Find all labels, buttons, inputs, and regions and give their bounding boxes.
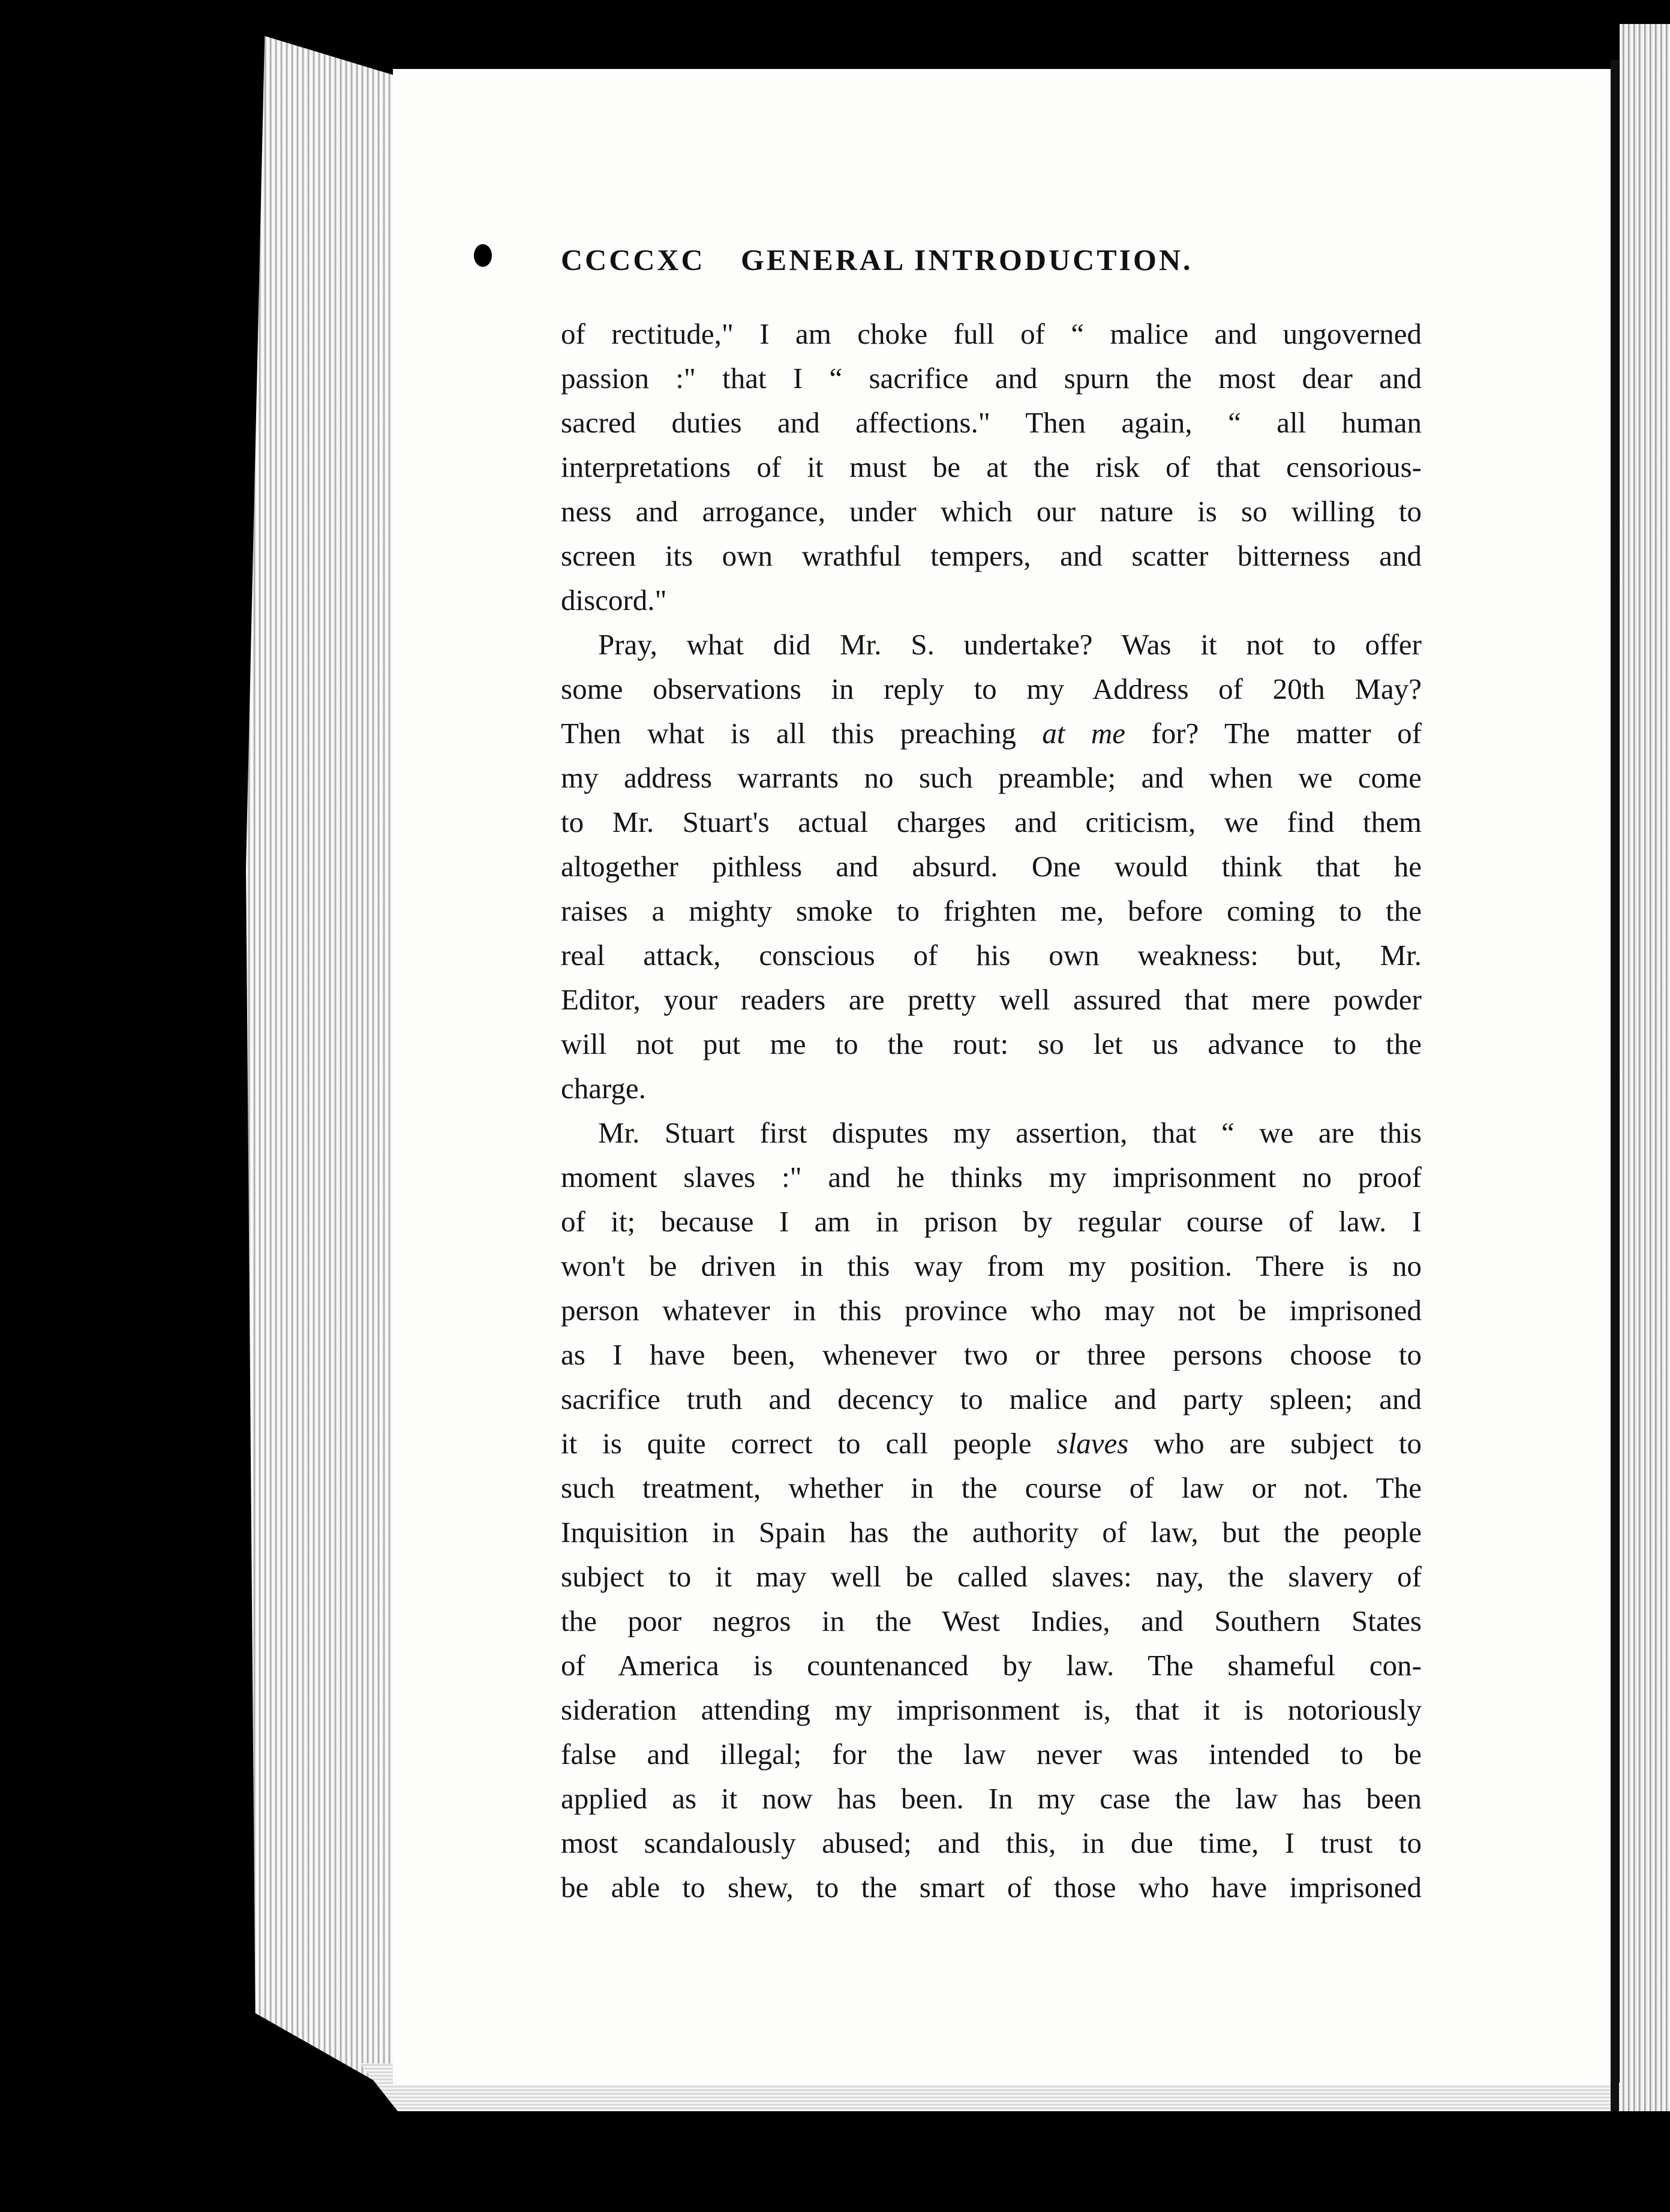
text-run: Then what is all this preaching	[561, 717, 1043, 750]
text-run: it is quite correct to call people	[561, 1427, 1057, 1460]
text-run: for? The matter of	[1125, 717, 1422, 750]
text-line: real attack, conscious of his own weakness: but, Mr.	[561, 939, 1422, 972]
text-line: Inquisition in Spain has the authority of law, but the people	[561, 1516, 1422, 1549]
text-line: ness and arrogance, under which our nature is so willing to	[561, 495, 1422, 528]
page-number: CCCCXC	[561, 243, 705, 276]
text-line: to Mr. Stuart's actual charges and criticism, we find them	[561, 806, 1422, 838]
text-line: interpretations of it must be at the risk of that censorious-	[561, 450, 1422, 483]
running-title: GENERAL INTRODUCTION.	[741, 243, 1193, 276]
text-line: charge.	[561, 1072, 646, 1105]
text-line: sacred duties and affections." Then again, “ all human	[561, 406, 1422, 439]
text-line: of America is countenanced by law. The shameful con-	[561, 1649, 1422, 1682]
text-line: raises a mighty smoke to frighten me, before coming to the	[561, 894, 1422, 927]
text-line: Editor, your readers are pretty well assured that mere powder	[561, 983, 1422, 1016]
text-line: discord."	[561, 584, 667, 617]
text-line-mixed	[561, 711, 1422, 756]
text-line: sacrifice truth and decency to malice and party spleen; and	[561, 1382, 1422, 1415]
text-line: of it; because I am in prison by regular course of law. I	[561, 1205, 1422, 1238]
text-line: screen its own wrathful tempers, and scatter bitterness and	[561, 539, 1422, 572]
text-line: subject to it may well be called slaves: nay, the slavery of	[561, 1560, 1422, 1593]
text-line: Pray, what did Mr. S. undertake? Was it not to offer	[598, 628, 1422, 661]
text-line: person whatever in this province who may not be imprisoned	[561, 1294, 1422, 1327]
text-line: moment slaves :" and he thinks my imprisonment no proof	[561, 1161, 1422, 1194]
text-line: my address warrants no such preamble; and when we come	[561, 761, 1422, 794]
text-line-mixed	[561, 1421, 1422, 1466]
text-run: who are subject to	[1128, 1427, 1422, 1460]
text-line: be able to shew, to the smart of those who have imprisoned	[561, 1871, 1422, 1904]
text-line: sideration attending my imprisonment is, that it is notoriously	[561, 1693, 1422, 1726]
book-page-edges	[246, 36, 402, 2117]
text-line: passion :" that I “ sacrifice and spurn the most dear and	[561, 362, 1422, 395]
text-line: altogether pithless and absurd. One would think that he	[561, 850, 1422, 883]
text-line: the poor negros in the West Indies, and Southern States	[561, 1604, 1422, 1637]
text-line: Mr. Stuart first disputes my assertion, that “ we are this	[598, 1116, 1422, 1149]
text-line: as I have been, whenever two or three persons choose to	[561, 1338, 1422, 1371]
text-line: of rectitude," I am choke full of “ malice and ungoverned	[561, 317, 1422, 350]
body-text	[561, 312, 1422, 1910]
italic-text: slaves	[1056, 1427, 1129, 1460]
text-line: won't be driven in this way from my position. There is no	[561, 1249, 1422, 1282]
text-line: applied as it now has been. In my case the law has been	[561, 1782, 1422, 1815]
text-line: such treatment, whether in the course of law or not. The	[561, 1471, 1422, 1504]
italic-text: at me	[1042, 717, 1126, 750]
facing-page-gap	[1611, 60, 1619, 2111]
page-header	[561, 242, 1257, 290]
facing-page-edge	[1620, 24, 1670, 2111]
text-line: false and illegal; for the law never was intended to be	[561, 1738, 1422, 1771]
text-line: most scandalously abused; and this, in due time, I trust to	[561, 1826, 1422, 1859]
text-line: will not put me to the rout: so let us advance to the	[561, 1027, 1422, 1060]
text-line: some observations in reply to my Address of 20th May?	[561, 672, 1422, 705]
ink-dot	[474, 244, 492, 267]
